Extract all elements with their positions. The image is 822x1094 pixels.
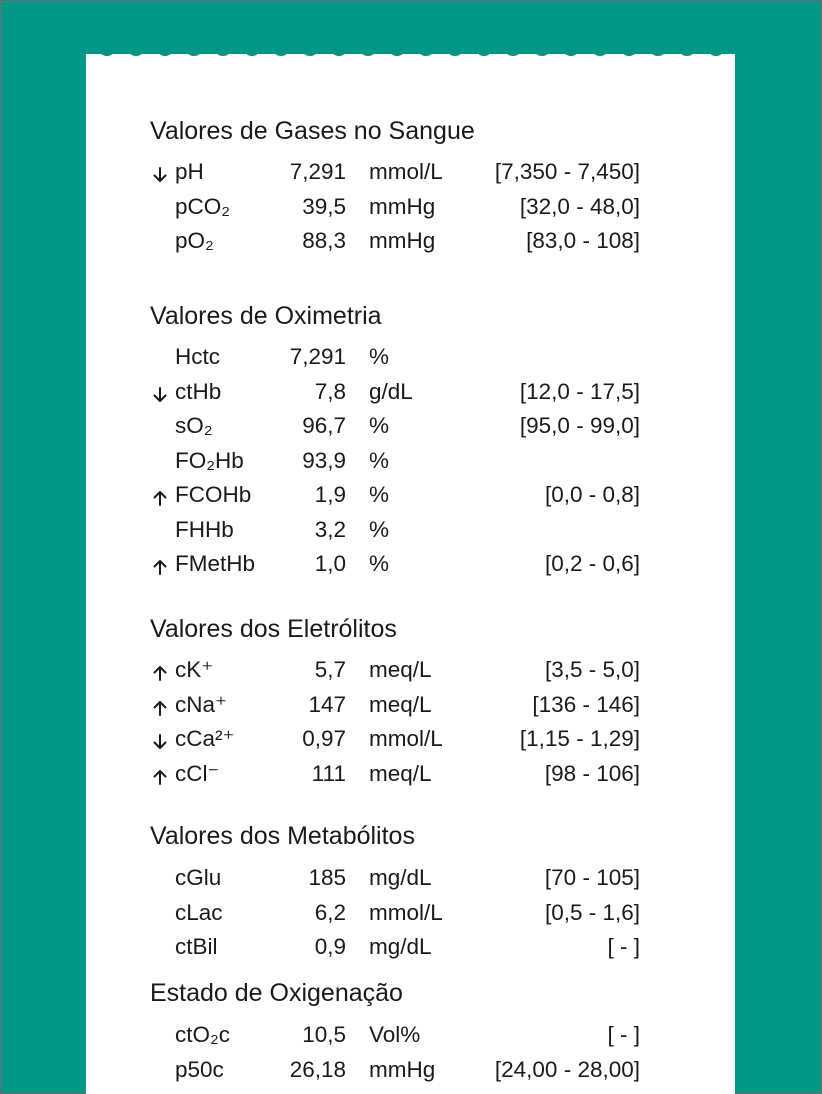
section-title: Valores dos Metabólitos: [150, 822, 415, 850]
arrow-up-icon: [150, 480, 174, 510]
result-value: 39,5: [302, 194, 346, 219]
receipt-scalloped-edge: [86, 44, 735, 66]
result-row: [150, 549, 640, 579]
scallop: [620, 44, 638, 56]
result-label: FCOHb: [175, 482, 252, 507]
scallop: [301, 44, 319, 56]
result-unit: meq/L: [369, 692, 432, 717]
result-reference-range: [83,0 - 108]: [526, 228, 640, 253]
result-label: pCO₂: [175, 194, 230, 219]
arrow-down-icon: [150, 724, 174, 754]
result-unit: mmHg: [369, 194, 436, 219]
result-unit: %: [369, 517, 390, 542]
result-label: cK⁺: [175, 657, 214, 682]
scallop: [272, 44, 290, 56]
result-label: cLac: [175, 900, 223, 925]
section-title: Estado de Oxigenação: [150, 979, 403, 1007]
result-unit: g/dL: [369, 379, 413, 404]
result-row: [150, 1020, 640, 1050]
scallop: [475, 44, 493, 56]
result-value: 185: [308, 865, 346, 890]
scallop: [127, 44, 145, 56]
result-value: 5,7: [314, 657, 346, 682]
result-row: [150, 932, 640, 962]
result-reference-range: [136 - 146]: [532, 692, 640, 717]
result-row: [150, 898, 640, 928]
scallop: [562, 44, 580, 56]
result-label: FO₂Hb: [175, 448, 244, 473]
scallop: [98, 44, 116, 56]
result-value: 3,2: [314, 517, 346, 542]
scallop: [504, 44, 522, 56]
scallop: [243, 44, 261, 56]
scallop: [446, 44, 464, 56]
scallop: [678, 44, 696, 56]
result-reference-range: [0,0 - 0,8]: [544, 482, 640, 507]
scallop: [707, 44, 725, 56]
result-unit: mmol/L: [369, 159, 443, 184]
result-value: 10,5: [302, 1022, 346, 1047]
scallop: [330, 44, 348, 56]
scallop: [649, 44, 667, 56]
result-reference-range: [98 - 106]: [544, 761, 640, 786]
scallop: [388, 44, 406, 56]
result-row: [150, 377, 640, 407]
result-unit: Vol%: [369, 1022, 421, 1047]
scallop: [359, 44, 377, 56]
result-row: [150, 863, 640, 893]
result-reference-range: [0,5 - 1,6]: [544, 900, 640, 925]
result-value: 7,291: [289, 159, 346, 184]
result-label: pH: [175, 159, 204, 184]
result-unit: %: [369, 413, 390, 438]
result-row: [150, 157, 640, 187]
result-value: 0,97: [302, 726, 346, 751]
result-unit: mmHg: [369, 1057, 436, 1082]
scallop: [156, 44, 174, 56]
result-row: [150, 759, 640, 789]
result-label: pO₂: [175, 228, 214, 253]
result-reference-range: [95,0 - 99,0]: [519, 413, 640, 438]
section-title: Valores dos Eletrólitos: [150, 615, 397, 643]
result-row: [150, 226, 640, 256]
result-unit: %: [369, 551, 390, 576]
result-label: p50c: [175, 1057, 224, 1082]
result-row: [150, 192, 640, 222]
result-value: 88,3: [302, 228, 346, 253]
scallop: [185, 44, 203, 56]
result-reference-range: [12,0 - 17,5]: [519, 379, 640, 404]
result-value: 1,9: [314, 482, 346, 507]
result-value: 7,291: [289, 344, 346, 369]
result-label: Hctc: [175, 344, 220, 369]
result-unit: mmol/L: [369, 726, 443, 751]
result-row: [150, 411, 640, 441]
result-reference-range: [ - ]: [607, 934, 640, 959]
arrow-down-icon: [150, 157, 174, 187]
result-reference-range: [24,00 - 28,00]: [494, 1057, 640, 1082]
result-label: FHHb: [175, 517, 234, 542]
result-row: [150, 480, 640, 510]
result-value: 1,0: [314, 551, 346, 576]
result-unit: %: [369, 344, 390, 369]
result-unit: %: [369, 482, 390, 507]
result-value: 26,18: [289, 1057, 346, 1082]
result-label: ctO₂c: [175, 1022, 230, 1047]
result-unit: mg/dL: [369, 865, 432, 890]
result-row: [150, 690, 640, 720]
result-label: ctHb: [175, 379, 222, 404]
result-value: 6,2: [314, 900, 346, 925]
result-label: cCa²⁺: [175, 726, 235, 751]
result-label: sO₂: [175, 413, 213, 438]
result-value: 93,9: [302, 448, 346, 473]
section-title: Valores de Gases no Sangue: [150, 117, 475, 145]
result-row: [150, 446, 640, 476]
result-row: [150, 1055, 640, 1085]
result-reference-range: [0,2 - 0,6]: [544, 551, 640, 576]
result-unit: %: [369, 448, 390, 473]
result-reference-range: [1,15 - 1,29]: [519, 726, 640, 751]
result-value: 147: [308, 692, 346, 717]
result-label: cCl⁻: [175, 761, 220, 786]
result-reference-range: [ - ]: [607, 1022, 640, 1047]
result-value: 111: [311, 761, 346, 786]
scallop: [214, 44, 232, 56]
result-unit: mmol/L: [369, 900, 443, 925]
result-label: ctBil: [175, 934, 218, 959]
result-label: cNa⁺: [175, 692, 227, 717]
result-unit: meq/L: [369, 761, 432, 786]
result-unit: mg/dL: [369, 934, 432, 959]
result-unit: meq/L: [369, 657, 432, 682]
result-value: 96,7: [302, 413, 346, 438]
result-unit: mmHg: [369, 228, 436, 253]
result-label: FMetHb: [175, 551, 256, 576]
result-row: [150, 342, 640, 372]
arrow-up-icon: [150, 655, 174, 685]
section-title: Valores de Oximetria: [150, 302, 382, 330]
result-reference-range: [3,5 - 5,0]: [544, 657, 640, 682]
arrow-up-icon: [150, 549, 174, 579]
result-row: [150, 515, 640, 545]
scallop: [417, 44, 435, 56]
arrow-up-icon: [150, 690, 174, 720]
scallop: [533, 44, 551, 56]
result-value: 7,8: [314, 379, 346, 404]
lab-report-receipt: [86, 54, 735, 1094]
scallop: [591, 44, 609, 56]
result-row: [150, 655, 640, 685]
result-reference-range: [32,0 - 48,0]: [519, 194, 640, 219]
result-reference-range: [70 - 105]: [544, 865, 640, 890]
result-reference-range: [7,350 - 7,450]: [494, 159, 640, 184]
result-value: 0,9: [314, 934, 346, 959]
arrow-down-icon: [150, 377, 174, 407]
result-row: [150, 724, 640, 754]
result-label: cGlu: [175, 865, 222, 890]
arrow-up-icon: [150, 759, 174, 789]
